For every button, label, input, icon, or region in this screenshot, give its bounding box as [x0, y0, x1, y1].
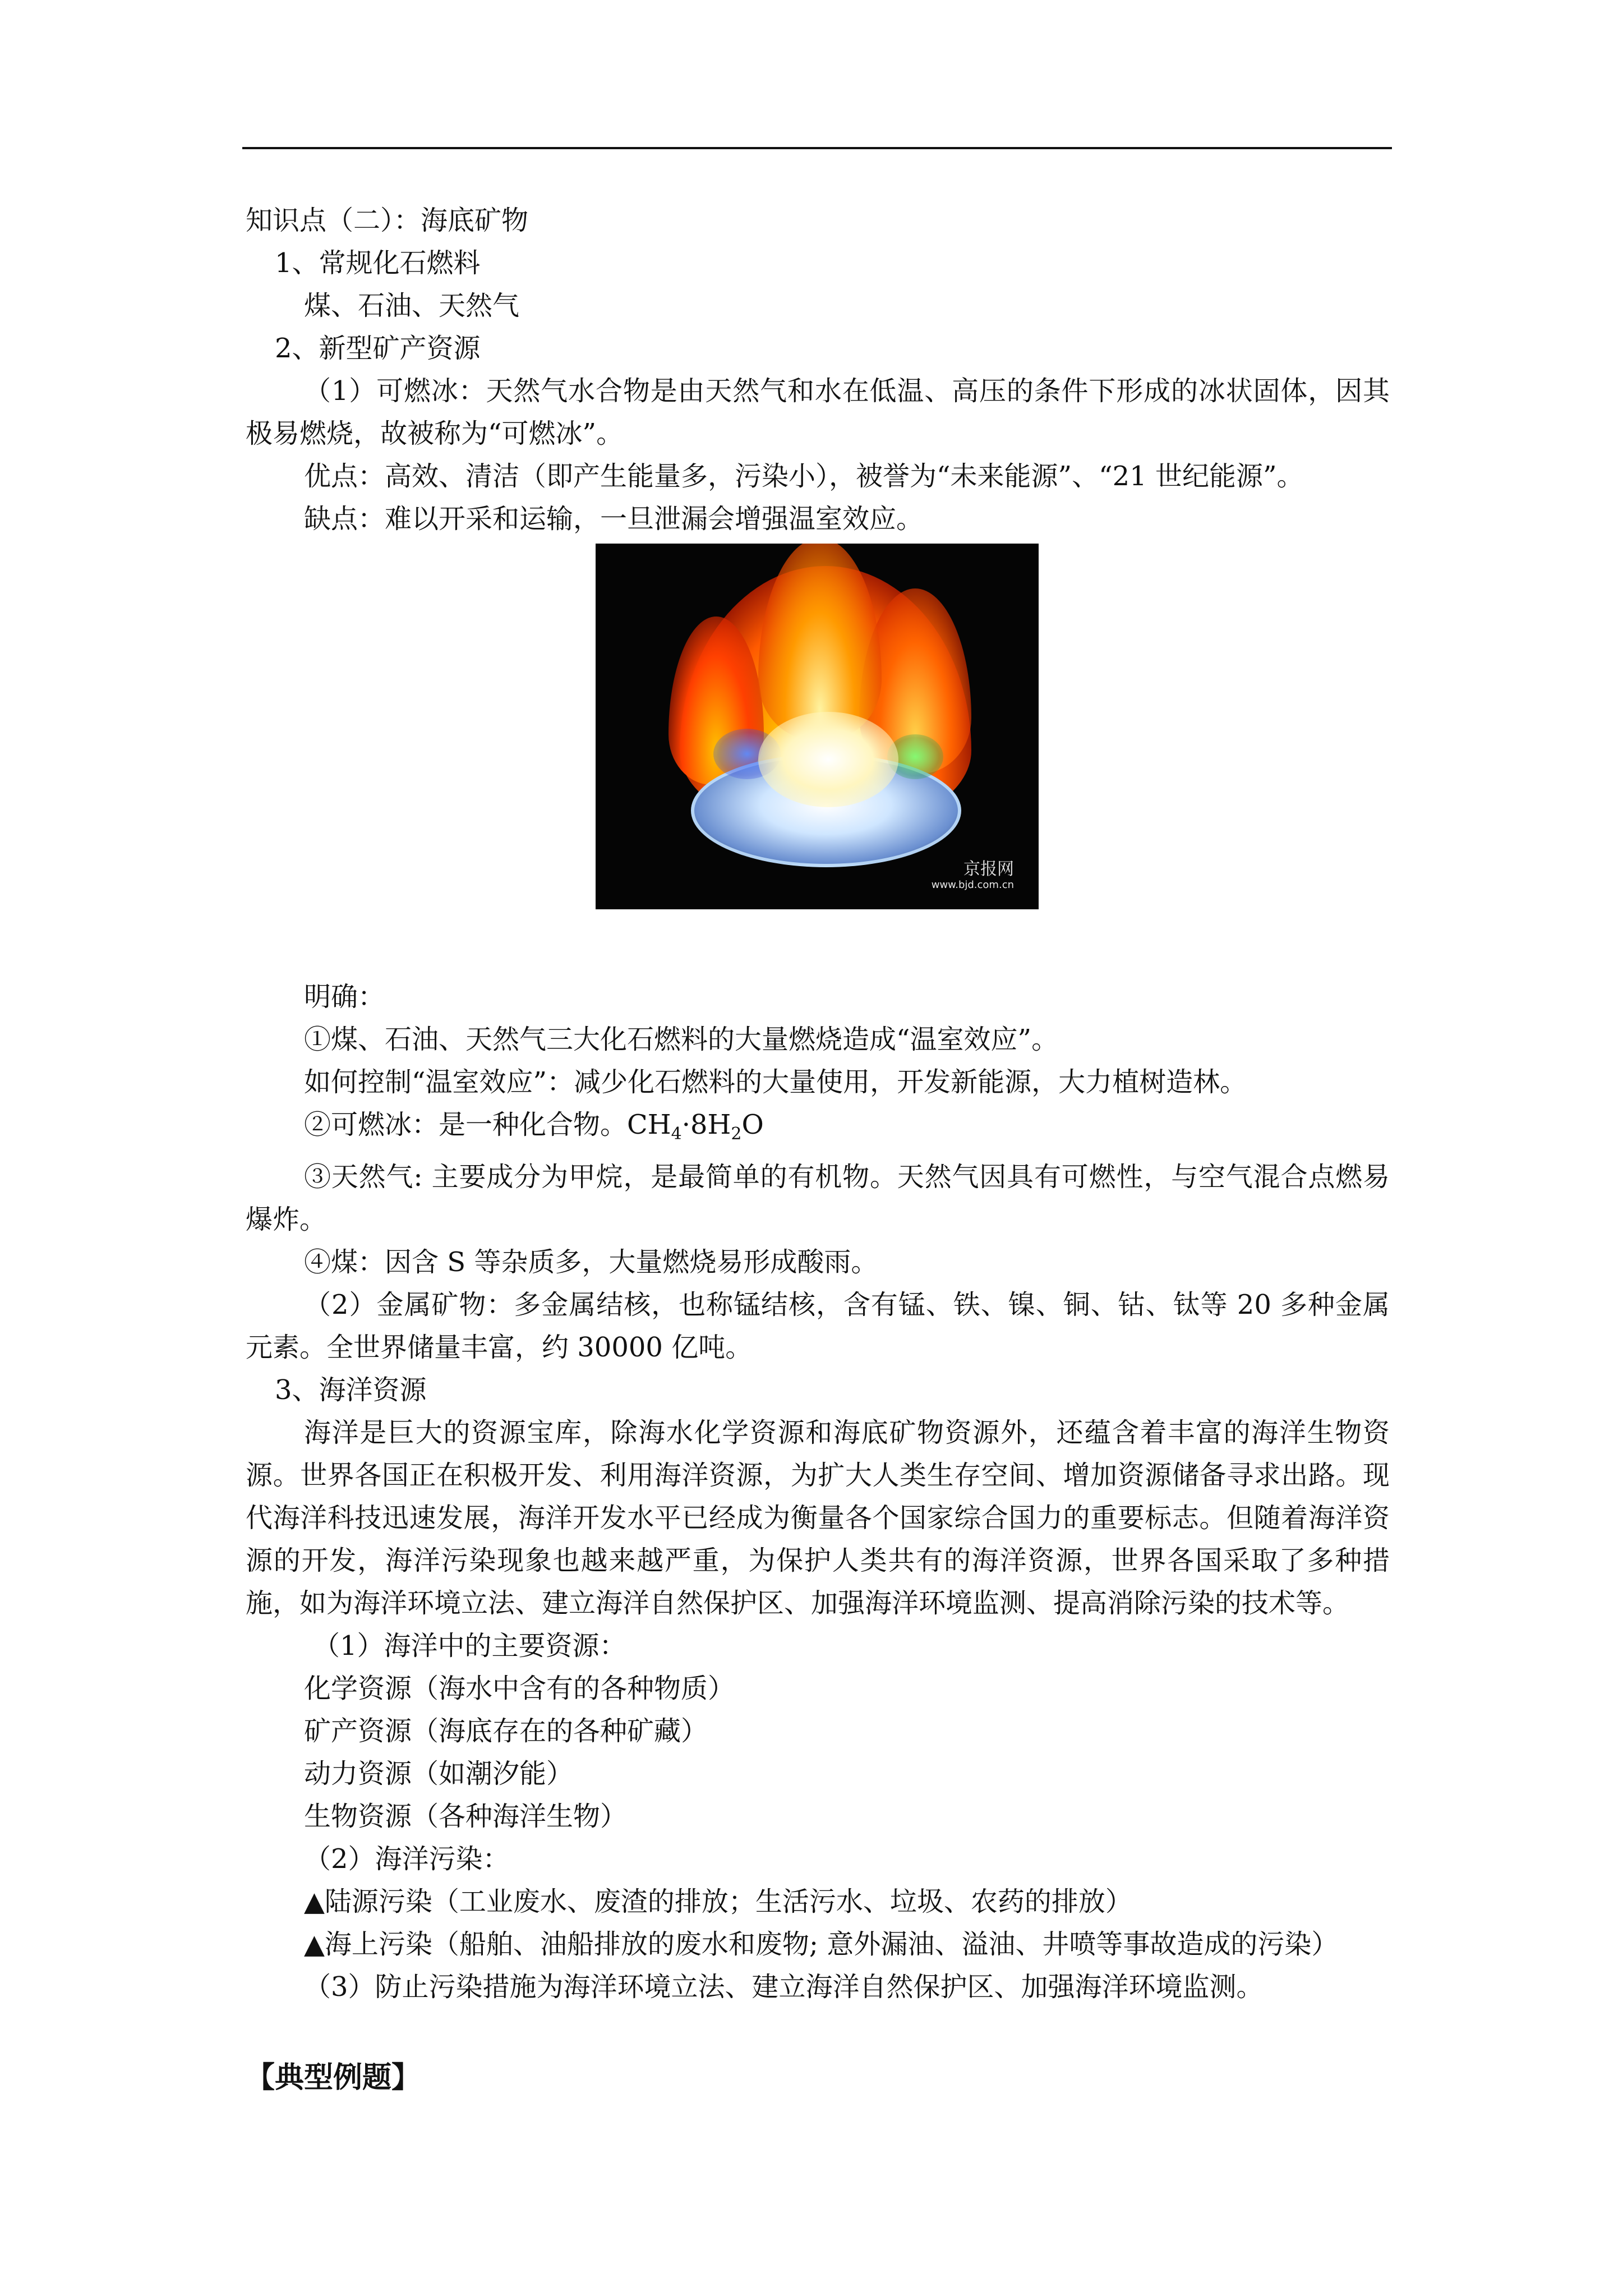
formula-mid: ·8H — [681, 1109, 731, 1140]
pollution-title: （2）海洋污染： — [304, 1843, 510, 1875]
resource-power: 动力资源（如潮汐能） — [304, 1758, 574, 1789]
pollution-land: ▲陆源污染（工业废水、废渣的排放；生活污水、垃圾、农药的排放） — [304, 1886, 1132, 1917]
disadvantages-line: 缺点：难以开采和运输，一旦泄漏会增强温室效应。 — [304, 503, 924, 535]
clarify-point-2 — [246, 1103, 1390, 1156]
item1-body: 煤、石油、天然气 — [304, 290, 520, 321]
formula-end: O — [741, 1109, 764, 1140]
formula-text: ②可燃冰：是一种化合物。CH — [304, 1109, 671, 1140]
item2-title: 2、新型矿产资源 — [275, 333, 481, 364]
item1-title: 1、常规化石燃料 — [275, 247, 481, 279]
photo-container — [246, 544, 1390, 953]
ocean-resources-paragraph: 海洋是巨大的资源宝库，除海水化学资源和海底矿物资源外，还蕴含着丰富的海洋生物资源。世界各国正在积极开发、利用海洋资源，为扩大人类生存空间、增加资源储备寻求出路。现代海洋科技迅速发展，海洋开发水平已经成为衡量各个国家综合国力的重要标志。但随着海洋资源的开发，海洋污染现象也越来越严重，为保护人类共有的海洋资源，世界各国采取了多种措施，如为海洋环境立法、建立海洋自然保护区、加强海洋环境监测、提高消除污染的技术等。 — [246, 1417, 1390, 1619]
document-body — [246, 199, 1390, 2099]
prevention-line: （3）防止污染措施为海洋环境立法、建立海洋自然保护区、加强海洋环境监测。 — [304, 1971, 1264, 2003]
item3-title: 3、海洋资源 — [275, 1374, 427, 1406]
metal-minerals-paragraph: （2）金属矿物：多金属结核，也称锰结核，含有锰、铁、镍、铜、钴、钛等 20 多种金属元素。全世界储量丰富，约 30000 亿吨。 — [246, 1289, 1390, 1363]
clarify-how: 如何控制“温室效应”：减少化石燃料的大量使用，开发新能源，大力植树造林。 — [304, 1066, 1247, 1098]
section-title: 知识点（二）：海底矿物 — [246, 205, 529, 236]
header-rule — [242, 147, 1392, 149]
formula-sub-2: 2 — [731, 1124, 742, 1144]
resource-chemical: 化学资源（海水中含有的各种物质） — [304, 1673, 735, 1704]
burning-ice-photo — [596, 544, 1039, 909]
combustible-ice-paragraph: （1）可燃冰：天然气水合物是由天然气和水在低温、高压的条件下形成的冰状固体，因其极易燃烧，故被称为“可燃冰”。 — [246, 375, 1390, 449]
watermark-name: 京报网 — [963, 859, 1014, 879]
photo-watermark — [932, 860, 1014, 891]
formula-sub-4: 4 — [671, 1124, 682, 1144]
clarify-label: 明确： — [304, 981, 385, 1013]
examples-heading: 【典型例题】 — [246, 2060, 421, 2095]
resource-biological: 生物资源（各种海洋生物） — [304, 1801, 628, 1832]
advantages-line: 优点：高效、清洁（即产生能量多，污染小），被誉为“未来能源”、“21 世纪能源”。 — [304, 461, 1304, 492]
resource-mineral: 矿产资源（海底存在的各种矿藏） — [304, 1715, 708, 1747]
flame-core — [758, 712, 898, 807]
clarify-point-1: ①煤、石油、天然气三大化石燃料的大量燃烧造成“温室效应”。 — [304, 1024, 1059, 1055]
clarify-point-4: ④煤：因含 S 等杂质多，大量燃烧易形成酸雨。 — [304, 1246, 878, 1278]
main-resources-title: （1）海洋中的主要资源： — [313, 1630, 626, 1662]
watermark-url: www.bjd.com.cn — [931, 879, 1014, 891]
pollution-sea: ▲海上污染（船舶、油船排放的废水和废物; 意外漏油、溢油、井喷等事故造成的污染） — [304, 1929, 1339, 1960]
clarify-point-3: ③天然气: 主要成分为甲烷，是最简单的有机物。天然气因具有可燃性，与空气混合点燃易爆炸。 — [246, 1161, 1390, 1235]
